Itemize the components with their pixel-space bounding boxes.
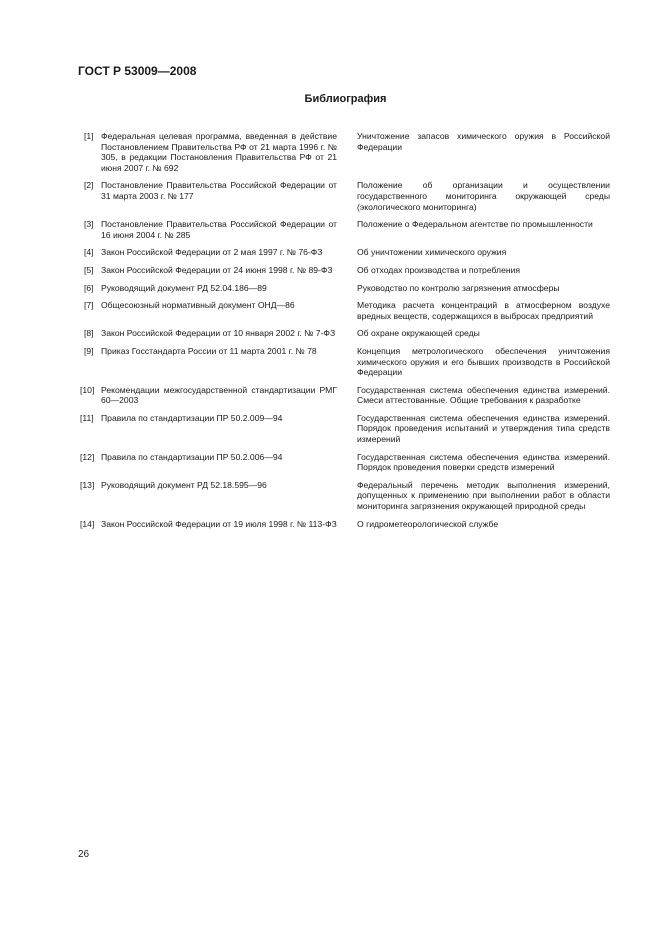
- entry-number: [12]: [80, 451, 95, 462]
- entry-source: Приказ Госстандарта России от 11 марта 2001 г. № 78: [101, 345, 317, 356]
- bibliography-entry-8: [84, 328, 610, 339]
- entry-description: Об охране окружающей среды: [357, 328, 480, 339]
- entry-description: Государственная система обеспечения единства измерений. Порядок проведения испытаний и утверждения типа средств измерений: [357, 412, 610, 445]
- entry-description: Об уничтожении химического оружия: [357, 247, 507, 258]
- document-code: ГОСТ Р 53009—2008: [78, 64, 197, 78]
- entry-description: Уничтожение запасов химического оружия в Российской Федерации: [357, 131, 610, 152]
- entry-number: [13]: [80, 479, 95, 490]
- entry-description: Концепция метрологического обеспечения уничтожения химического оружия и его бывших производств в Российской Федерации: [357, 345, 610, 378]
- entry-source: Рекомендации межгосударственной стандартизации РМГ 60—2003: [101, 384, 337, 406]
- bibliography-entry-7: [84, 300, 610, 321]
- entry-source: Постановление Правительства Российской Федерации от 16 июня 2004 г. № 285: [101, 219, 337, 240]
- entry-description: О гидрометеорологической службе: [357, 518, 499, 529]
- bibliography-entry-6: [84, 283, 610, 294]
- entry-description: Методика расчета концентраций в атмосферном воздухе вредных веществ, содержащихся в выбросах предприятий: [357, 300, 610, 321]
- entry-description: Руководство по контролю загрязнения атмосферы: [357, 282, 560, 293]
- entry-source: Закон Российской Федерации от 10 января 2002 г. № 7-ФЗ: [101, 328, 336, 339]
- entry-number: [11]: [80, 412, 94, 423]
- entry-source: Закон Российской Федерации от 19 июля 1998 г. № 113-ФЗ: [101, 518, 337, 529]
- entry-description: Государственная система обеспечения единства измерений. Порядок проведения поверки средств измерений: [357, 451, 610, 473]
- bibliography-entry-11: [80, 412, 610, 445]
- entry-number: [8]: [84, 328, 94, 339]
- entry-description: Федеральный перечень методик выполнения измерений, допущенных к применению при выполнении работ в области мониторинга загрязнения окружающей природной среды: [357, 479, 610, 512]
- entry-number: [6]: [84, 282, 94, 293]
- entry-description: Положение об организации и осуществлении государственного мониторинга окружающей среды (экологического мониторинга): [357, 180, 610, 212]
- entry-source: Закон Российской Федерации от 2 мая 1997 г. № 76-ФЗ: [101, 247, 323, 258]
- entry-number: [1]: [84, 131, 94, 141]
- bibliography-entry-5: [84, 265, 610, 276]
- bibliography-list: [80, 131, 610, 536]
- bibliography-entry-13: [80, 479, 610, 512]
- entry-source: Руководящий документ РД 52.18.595—96: [101, 479, 267, 490]
- entry-number: [4]: [84, 247, 94, 258]
- entry-source: Правила по стандартизации ПР 50.2.006—94: [101, 451, 283, 462]
- entry-number: [3]: [84, 219, 94, 230]
- bibliography-entry-1: [84, 131, 610, 173]
- bibliography-entry-2: [84, 180, 610, 212]
- bibliography-entry-9: [84, 346, 610, 378]
- page-title: Библиография: [304, 93, 387, 105]
- entry-number: [10]: [80, 384, 95, 395]
- bibliography-entry-3: [84, 219, 610, 240]
- bibliography-entry-4: [84, 247, 610, 258]
- entry-source: Общесоюзный нормативный документ ОНД—86: [101, 300, 295, 311]
- entry-number: [5]: [84, 264, 94, 275]
- entry-description: Государственная система обеспечения единства измерений. Смеси аттестованные. Общие требования к разработке: [357, 384, 610, 406]
- entry-source: Руководящий документ РД 52.04.186—89: [101, 282, 267, 293]
- bibliography-entry-12: [80, 451, 610, 473]
- entry-number: [9]: [84, 345, 94, 356]
- entry-number: [7]: [84, 300, 94, 311]
- entry-number: [2]: [84, 180, 94, 191]
- entry-description: Положение о Федеральном агентстве по промышленности: [357, 219, 593, 230]
- bibliography-entry-14: [80, 518, 610, 530]
- entry-source: Закон Российской Федерации от 24 июня 1998 г. № 89-ФЗ: [101, 264, 333, 275]
- bibliography-entry-10: [80, 384, 610, 406]
- entry-number: [14]: [80, 518, 95, 529]
- entry-source: Федеральная целевая программа, введенная в действие Постановлением Правительства РФ от 21 марта 1996 г. № 305, в редакции Постановления Правительства РФ от 21 июня 2007 г. № 692: [101, 131, 337, 173]
- entry-source: Правила по стандартизации ПР 50.2.009—94: [101, 412, 283, 423]
- entry-description: Об отходах производства и потребления: [357, 264, 521, 275]
- page-number: 26: [78, 849, 90, 860]
- entry-source: Постановление Правительства Российской Федерации от 31 марта 2003 г. № 177: [101, 180, 337, 201]
